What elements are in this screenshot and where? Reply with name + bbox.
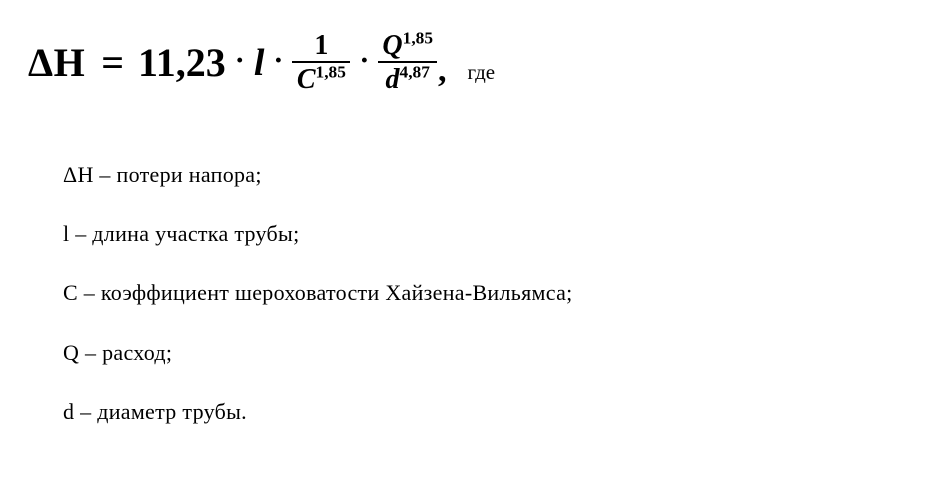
fraction-denominator [293, 63, 350, 96]
denominator-base: C [296, 64, 316, 96]
formula-variable-l: l [253, 41, 265, 84]
fraction-q-over-d [378, 28, 437, 96]
multiplication-dot-2: · [273, 43, 284, 77]
numerator-exponent: 1,85 [402, 28, 434, 48]
multiplication-dot-3: · [359, 43, 370, 77]
fraction-one-over-c [292, 31, 350, 96]
multiplication-dot-1: · [234, 43, 245, 77]
list-item: Q – расход; [63, 339, 173, 365]
fraction-numerator: 1 [314, 30, 329, 61]
list-item: ΔH – потери напора; [63, 162, 262, 187]
list-item: d – диаметр трубы. [63, 398, 247, 424]
list-item: С – коэффициент шероховатости Хайзена-Вильямса; [63, 280, 573, 306]
formula-trailing-comma: , [438, 51, 447, 89]
fraction-numerator [378, 28, 437, 61]
numerator-base: Q [382, 30, 403, 61]
denominator-exponent: 1,85 [315, 63, 346, 83]
denominator-base: d [385, 64, 400, 96]
list-item: l – длина участка трубы; [63, 221, 300, 247]
hazen-williams-formula [28, 30, 495, 95]
formula-coefficient: 11,23 [138, 40, 226, 86]
equals-sign: = [101, 40, 124, 86]
fraction-denominator [382, 63, 434, 96]
variable-definitions-list [63, 163, 903, 424]
where-label: где [467, 60, 496, 85]
denominator-exponent: 4,87 [399, 63, 430, 83]
formula-lhs: ΔH [28, 40, 86, 86]
